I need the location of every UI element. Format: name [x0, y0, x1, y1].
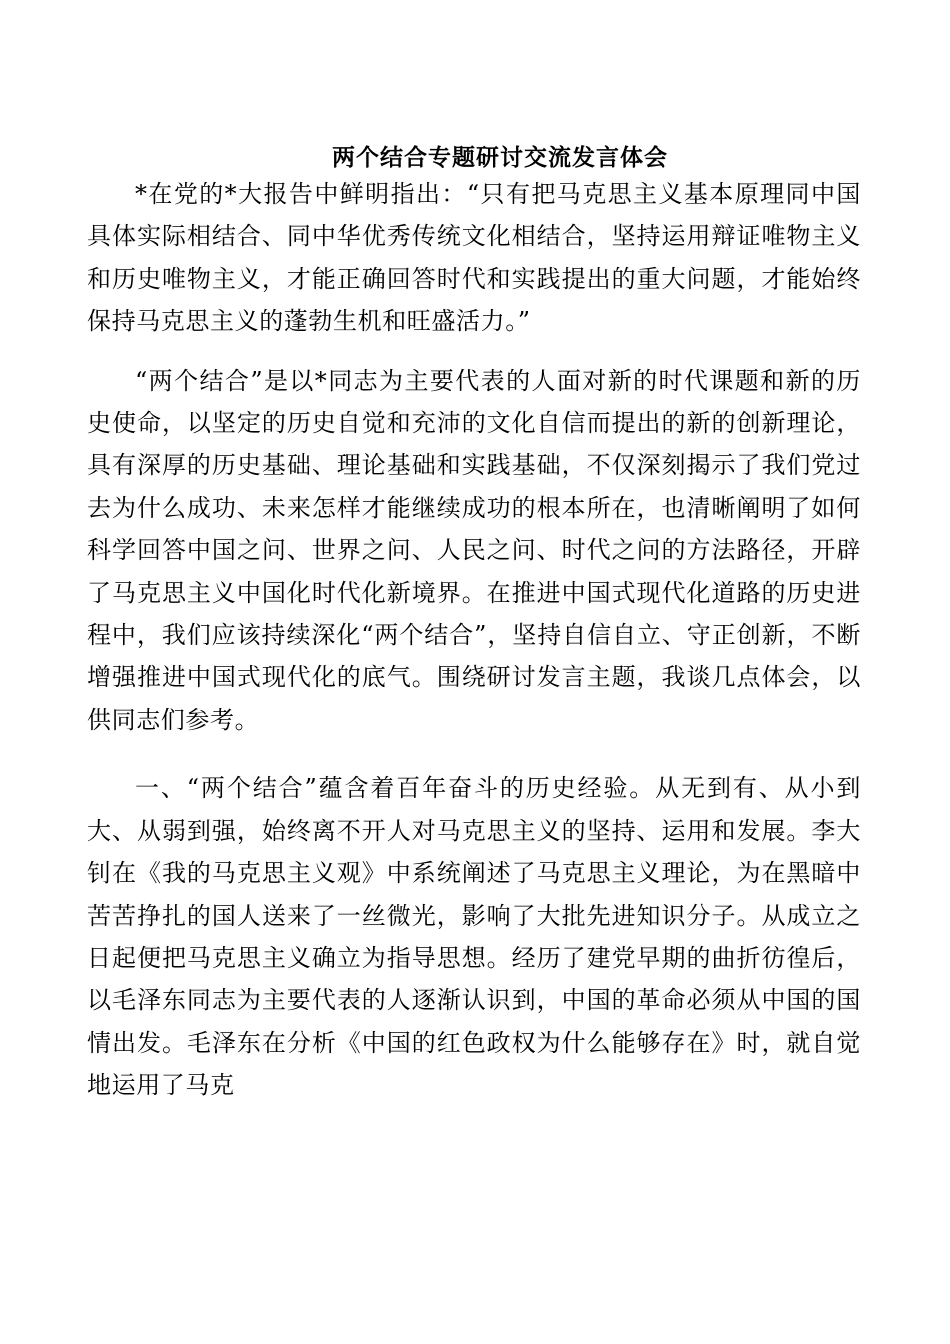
document-body	[87, 173, 861, 1107]
paragraph-two-combinations: “两个结合”是以*同志为主要代表的人面对新的时代课题和新的历史使命，以坚定的历史自觉和充沛的文化自信而提出的新的创新理论，具有深厚的历史基础、理论基础和实践基础，不仅深刻揭示了我们党过去为什么成功、未来怎样才能继续成功的根本所在，也清晰阐明了如何科学回答中国之问、世界之问、人民之问、时代之问的方法路径，开辟了马克思主义中国化时代化新境界。在推进中国式现代化道路的历史进程中，我们应该持续深化“两个结合”，坚持自信自立、守正创新，不断增强推进中国式现代化的底气。围绕研讨发言主题，我谈几点体会，以供同志们参考。	[87, 366, 861, 734]
paragraph-section-one: 一、“两个结合”蕴含着百年奋斗的历史经验。从无到有、从小到大、从弱到强，始终离不开人对马克思主义的坚持、运用和发展。李大钊在《我的马克思主义观》中系统阐述了马克思主义理论，为在黑暗中苦苦挣扎的国人送来了一丝微光，影响了大批先进知识分子。从成立之日起便把马克思主义确立为指导思想。经历了建党早期的曲折彷徨后，以毛泽东同志为主要代表的人逐渐认识到，中国的革命必须从中国的国情出发。毛泽东在分析《中国的红色政权为什么能够存在》时，就自觉地运用了马克	[87, 774, 861, 1100]
document-title: 两个结合专题研讨交流发言体会	[332, 144, 668, 171]
paragraph-report-quote: *在党的*大报告中鲜明指出：“只有把马克思主义基本原理同中国具体实际相结合、同中华优秀传统文化相结合，坚持运用辩证唯物主义和历史唯物主义，才能正确回答时代和实践提出的重大问题，才能始终保持马克思主义的蓬勃生机和旺盛活力。”	[87, 180, 861, 336]
